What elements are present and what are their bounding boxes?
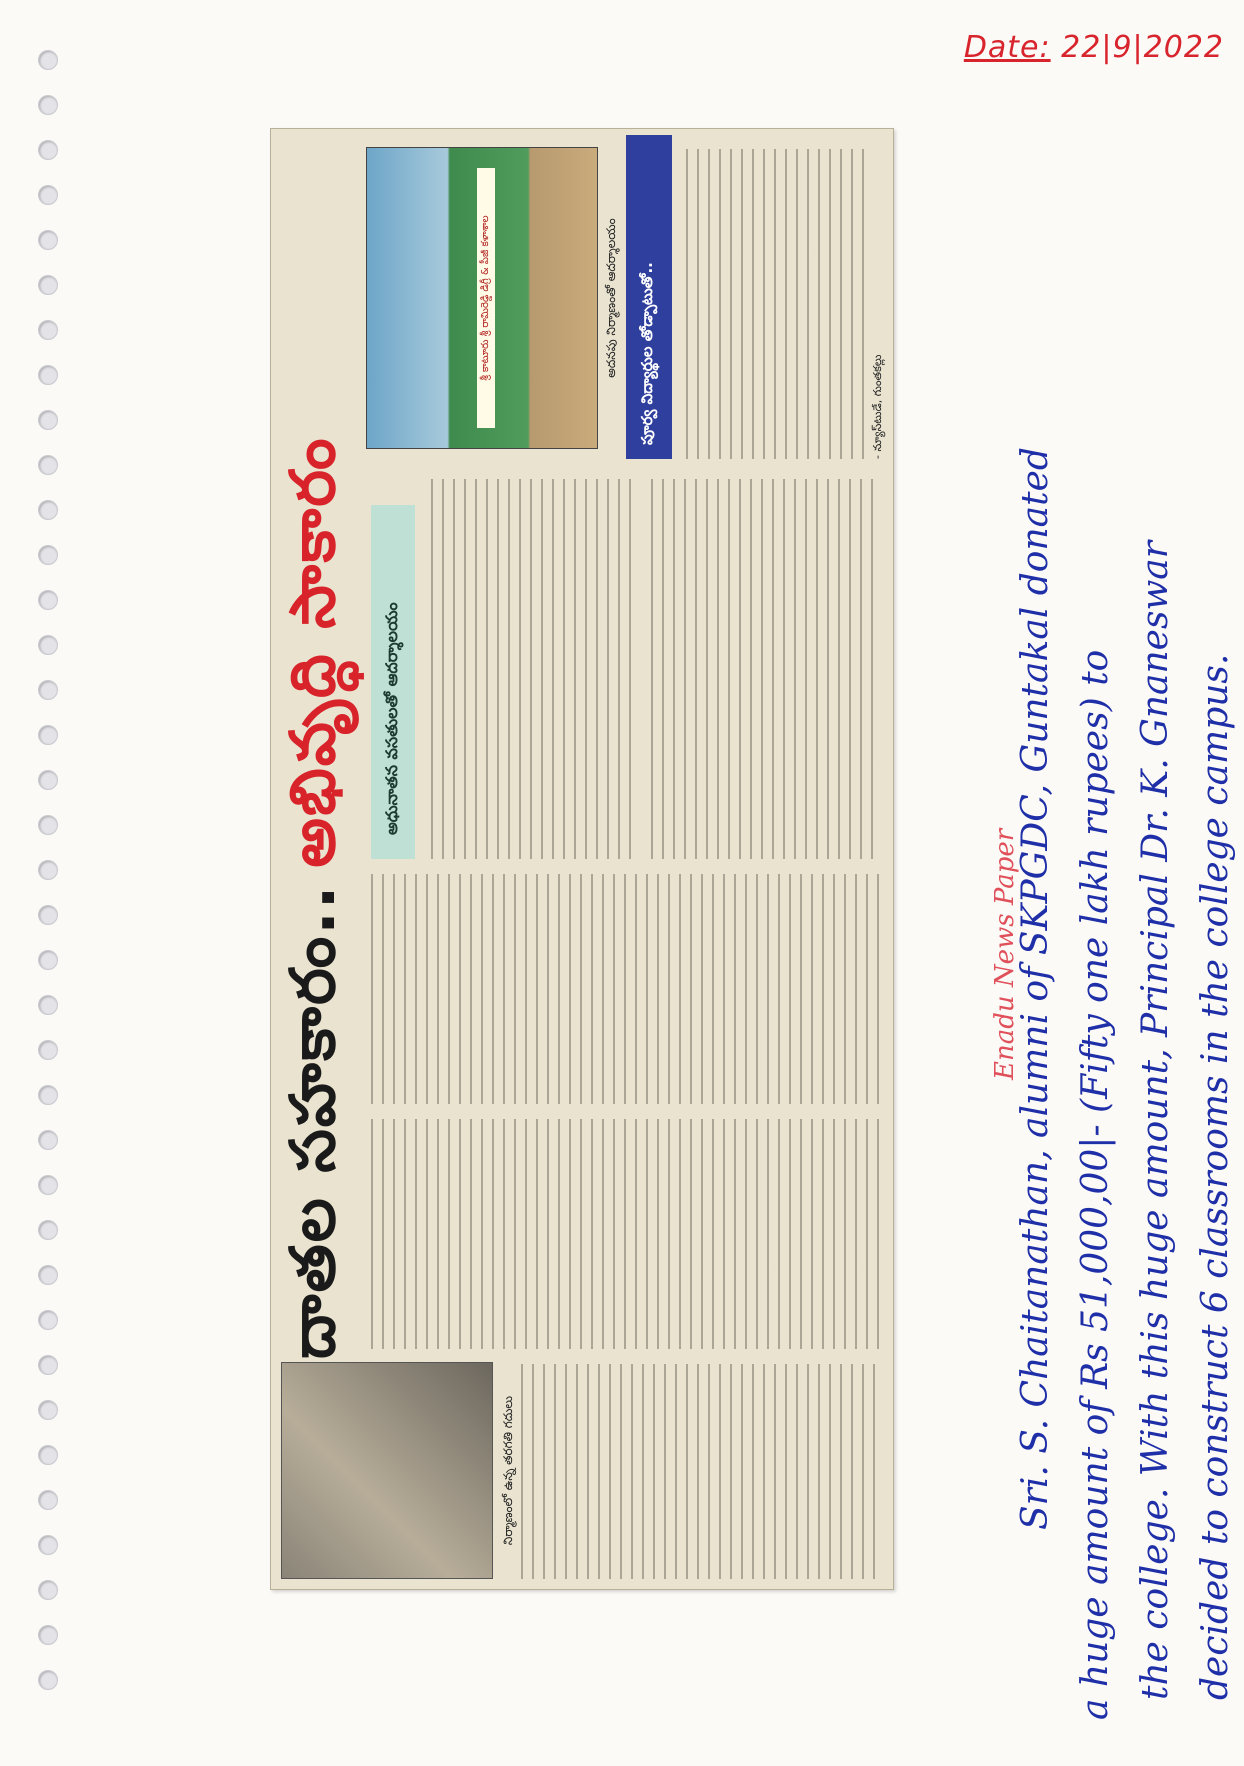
date-value: 22|9|2022 xyxy=(1061,30,1224,65)
college-photo-caption: అదనపు నిర్మాణంతో ఆదర్శాలయం xyxy=(604,218,618,378)
article-column-5 xyxy=(651,479,881,859)
article-column-1 xyxy=(521,1364,881,1579)
handwritten-date xyxy=(964,30,1224,65)
alumni-support-box: పూర్వ విద్యార్థుల తోడ్పాటుతో.. xyxy=(626,135,672,459)
note-line-3: the college. With this huge amount, Principal Dr. K. Gnaneswar xyxy=(1135,541,1176,1700)
article-column-4 xyxy=(431,479,631,859)
note-line-4: decided to construct 6 classrooms in the college campus. xyxy=(1195,653,1236,1700)
spiral-binding xyxy=(38,50,58,1730)
construction-photo-caption: నిర్మాణంలో ఉన్న తరగతి గదులు xyxy=(501,1395,515,1546)
college-building-photo xyxy=(366,147,618,449)
date-label: Date: xyxy=(963,30,1051,65)
headline xyxy=(276,139,361,1359)
article-column-2 xyxy=(371,1119,881,1349)
source-note: Enadu News Paper xyxy=(990,828,1020,1080)
subheading-box: అధునాతన వసతులతో ఆదర్శాలయం xyxy=(371,505,415,859)
headline-red: అభివృద్ధి సాకారం xyxy=(276,436,349,868)
article-column-3 xyxy=(371,874,881,1104)
construction-photo xyxy=(281,1362,515,1579)
newspaper-clipping xyxy=(270,128,894,1590)
college-banner: శ్రీ కాటూరు శ్రీ రామిరెడ్డి డిగ్రీ & పీజీ కళాశాల xyxy=(477,168,495,428)
note-line-2: a huge amount of Rs 51,000,00|- (Fifty one lakh rupees) to xyxy=(1075,649,1116,1720)
article-column-6 xyxy=(686,149,866,459)
byline: - న్యూస్‌టుడే, గుంతకల్లు xyxy=(871,354,884,459)
note-line-1: Sri. S. Chaitanathan, alumni of SKPGDC, Guntakal donated xyxy=(1015,447,1056,1530)
headline-black: దాతల సహకారం.. xyxy=(276,883,349,1359)
